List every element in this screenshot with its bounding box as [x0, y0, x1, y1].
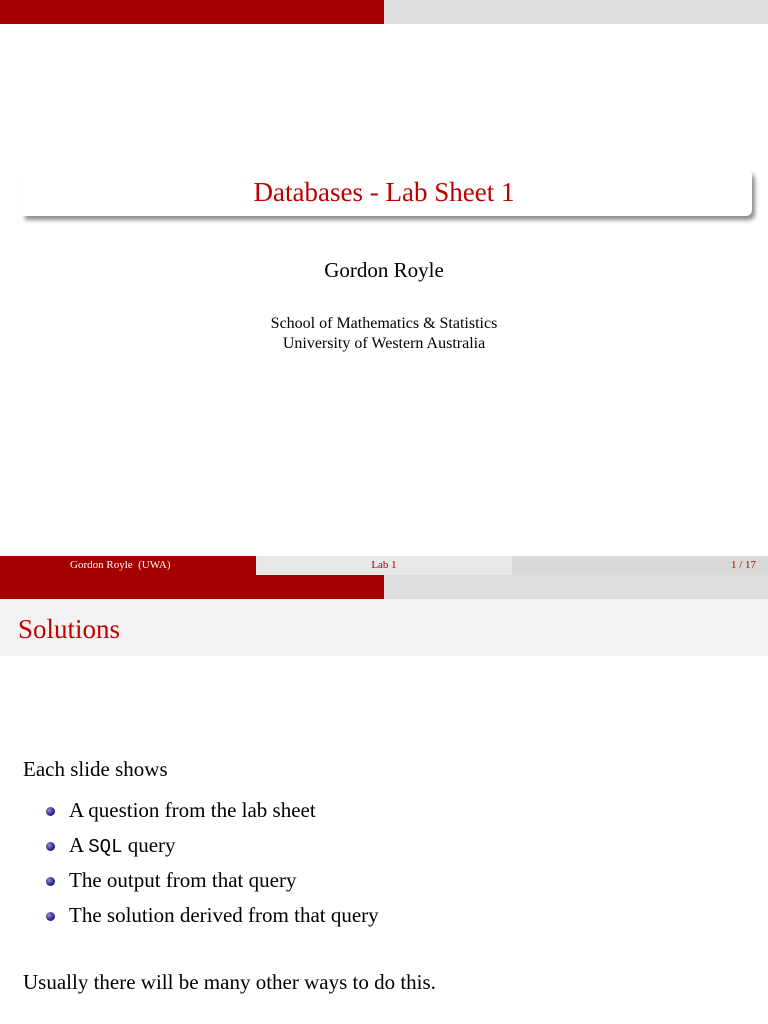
- list-item: [46, 795, 379, 830]
- list-item: [46, 865, 379, 900]
- presentation-title: Databases - Lab Sheet 1: [253, 177, 515, 207]
- bullet-text: The solution derived from that query: [69, 903, 379, 927]
- header-bar-red: [0, 0, 384, 24]
- bullet-icon: [46, 877, 55, 886]
- header-bar-grey: [384, 0, 768, 24]
- header-bar-grey-2: [384, 575, 768, 599]
- bullet-text: The output from that query: [69, 868, 297, 892]
- bullet-text: A question from the lab sheet: [69, 798, 316, 822]
- footer-author-text: Gordon Royle (UWA): [70, 559, 171, 571]
- footer-author: [0, 556, 256, 575]
- list-item: [46, 830, 379, 865]
- institution: [0, 314, 768, 354]
- footer-page-number-text: 1 / 17: [730, 559, 756, 571]
- bullet-icon: [46, 912, 55, 921]
- list-item: [46, 900, 379, 935]
- footer-page-number: [512, 556, 768, 575]
- bullet-icon: [46, 807, 55, 816]
- frame-title: Solutions: [18, 614, 121, 644]
- bullet-list: [46, 795, 379, 935]
- header-bar-red-2: [0, 575, 384, 599]
- intro-text: Each slide shows: [23, 757, 168, 781]
- author-name: Gordon Royle: [324, 258, 444, 282]
- footer-short-title-text: Lab 1: [371, 559, 397, 571]
- institution-line-1: School of Mathematics & Statistics: [270, 315, 498, 332]
- bullet-text-prefix: A: [69, 833, 89, 857]
- outro-text: Usually there will be many other ways to do this.: [23, 970, 436, 994]
- sql-code-text: SQL: [88, 836, 123, 858]
- bullet-text-suffix: query: [122, 833, 176, 857]
- institution-line-2: University of Western Australia: [282, 335, 486, 352]
- bullet-icon: [46, 842, 55, 851]
- footer-short-title: [256, 556, 512, 575]
